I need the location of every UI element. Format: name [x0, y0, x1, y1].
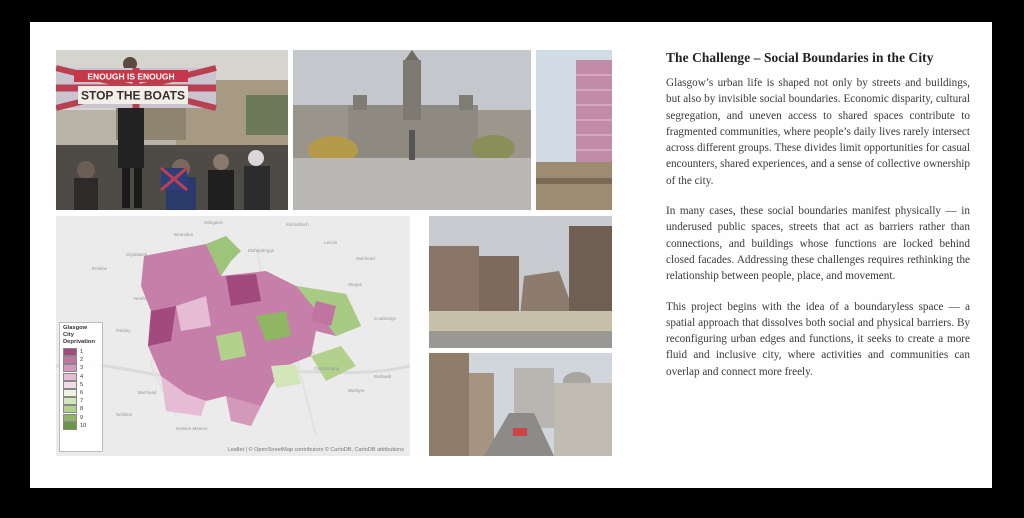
map-place-label: Rutherglen: [292, 350, 315, 355]
legend-item: [63, 373, 99, 381]
paragraph-2: In many cases, these social boundaries manifest physically — in underused public spaces, streets that act as barriers rather than connections, and buildings whose functions are locked behind closed facades. Addressing these challenges requires rethinking the relationship between people, place, and movement.: [666, 205, 970, 283]
legend-title-line: Glasgow: [63, 325, 88, 331]
map-place-label: Cambuslang: [314, 366, 340, 371]
legend-rows: [63, 348, 99, 430]
legend-swatch: [63, 414, 77, 422]
city-chambers-photo: [293, 50, 531, 210]
map-place-label: Milngavie: [204, 220, 224, 225]
legend-swatch: [63, 356, 77, 364]
legend-label: 1: [80, 349, 84, 356]
legend-swatch: [63, 348, 77, 356]
map-attribution[interactable]: Leaflet | © OpenStreetMap contributors © CartoDB, CartoDB attributions: [227, 447, 404, 453]
map-legend: [59, 322, 103, 452]
paragraph-3: This project begins with the idea of a boundaryless space — a spatial approach that dissolves both social and physical barriers. By reconfiguring urban edges and functions, it seeks to create a more fluid and inclusive city, where activities and communities can overlap and connect more freely.: [666, 300, 970, 378]
map-place-label: Bishopbriggs: [248, 248, 275, 253]
legend-label: 6: [80, 390, 84, 397]
demolition-photo: [429, 216, 612, 348]
map-place-label: Bearsden: [174, 232, 194, 237]
map-place-label: Paisley: [116, 328, 131, 333]
map-place-label: Neilston: [116, 412, 133, 417]
map-place-label: Erskine: [92, 266, 108, 271]
legend-item: [63, 389, 99, 397]
paragraph-1: Glasgow’s urban life is shaped not only by streets and buildings, but also by invisible social boundaries. Economic disparity, cultural segregation, and uneven access to shared spaces contribute to fragmented communities, where people’s daily lives rarely intersect across different groups. These divides limit opportunities for casual encounters, shared experiences, and a sense of collective ownership of the city.: [666, 77, 970, 187]
tower-block-photo: [536, 50, 612, 210]
legend-label: 4: [80, 373, 84, 380]
street-view-photo: [429, 353, 612, 456]
legend-label: 9: [80, 414, 84, 421]
legend-title-line: Deprivation: [63, 339, 95, 345]
legend-swatch: [63, 397, 77, 405]
legend-swatch: [63, 381, 77, 389]
legend-item: [63, 414, 99, 422]
map-place-label: Kirkintilloch: [286, 222, 309, 227]
legend-item: [63, 381, 99, 389]
legend-item: [63, 397, 99, 405]
map-place-label: Barrhead: [138, 390, 157, 395]
legend-label: 7: [80, 398, 84, 405]
legend-item: [63, 356, 99, 364]
legend-item: [63, 422, 99, 430]
legend-swatch: [63, 405, 77, 413]
map-place-label: Bothwell: [374, 374, 392, 379]
legend-label: 8: [80, 406, 84, 413]
legend-item: [63, 348, 99, 356]
map-place-label: Newton Mearns: [176, 426, 208, 431]
map-place-label: Clydebank: [126, 252, 148, 257]
legend-label: 2: [80, 357, 84, 364]
legend-item: [63, 405, 99, 413]
banner-main-text: STOP THE BOATS: [80, 88, 186, 103]
deprivation-map: [56, 216, 410, 456]
legend-label: 10: [80, 422, 87, 429]
legend-swatch: [63, 422, 77, 430]
legend-title-line: City: [63, 332, 74, 338]
banner-top-text: ENOUGH IS ENOUGH: [87, 71, 175, 82]
challenge-text: [666, 50, 970, 394]
legend-title: [63, 325, 99, 346]
legend-swatch: [63, 389, 77, 397]
section-title: The Challenge – Social Boundaries in the City: [666, 50, 934, 65]
map-place-label: Muirhead: [356, 256, 375, 261]
protest-photo: [56, 50, 288, 210]
legend-label: 3: [80, 365, 84, 372]
map-place-label: Stepps: [348, 282, 363, 287]
legend-item: [63, 364, 99, 372]
map-place-label: Coatbridge: [374, 316, 397, 321]
page-spread: [30, 22, 992, 488]
map-place-label: Renfrew: [134, 296, 151, 301]
legend-swatch: [63, 373, 77, 381]
legend-label: 5: [80, 381, 84, 388]
legend-swatch: [63, 364, 77, 372]
map-place-label: Blantyre: [348, 388, 365, 393]
map-place-label: Lenzie: [324, 240, 338, 245]
